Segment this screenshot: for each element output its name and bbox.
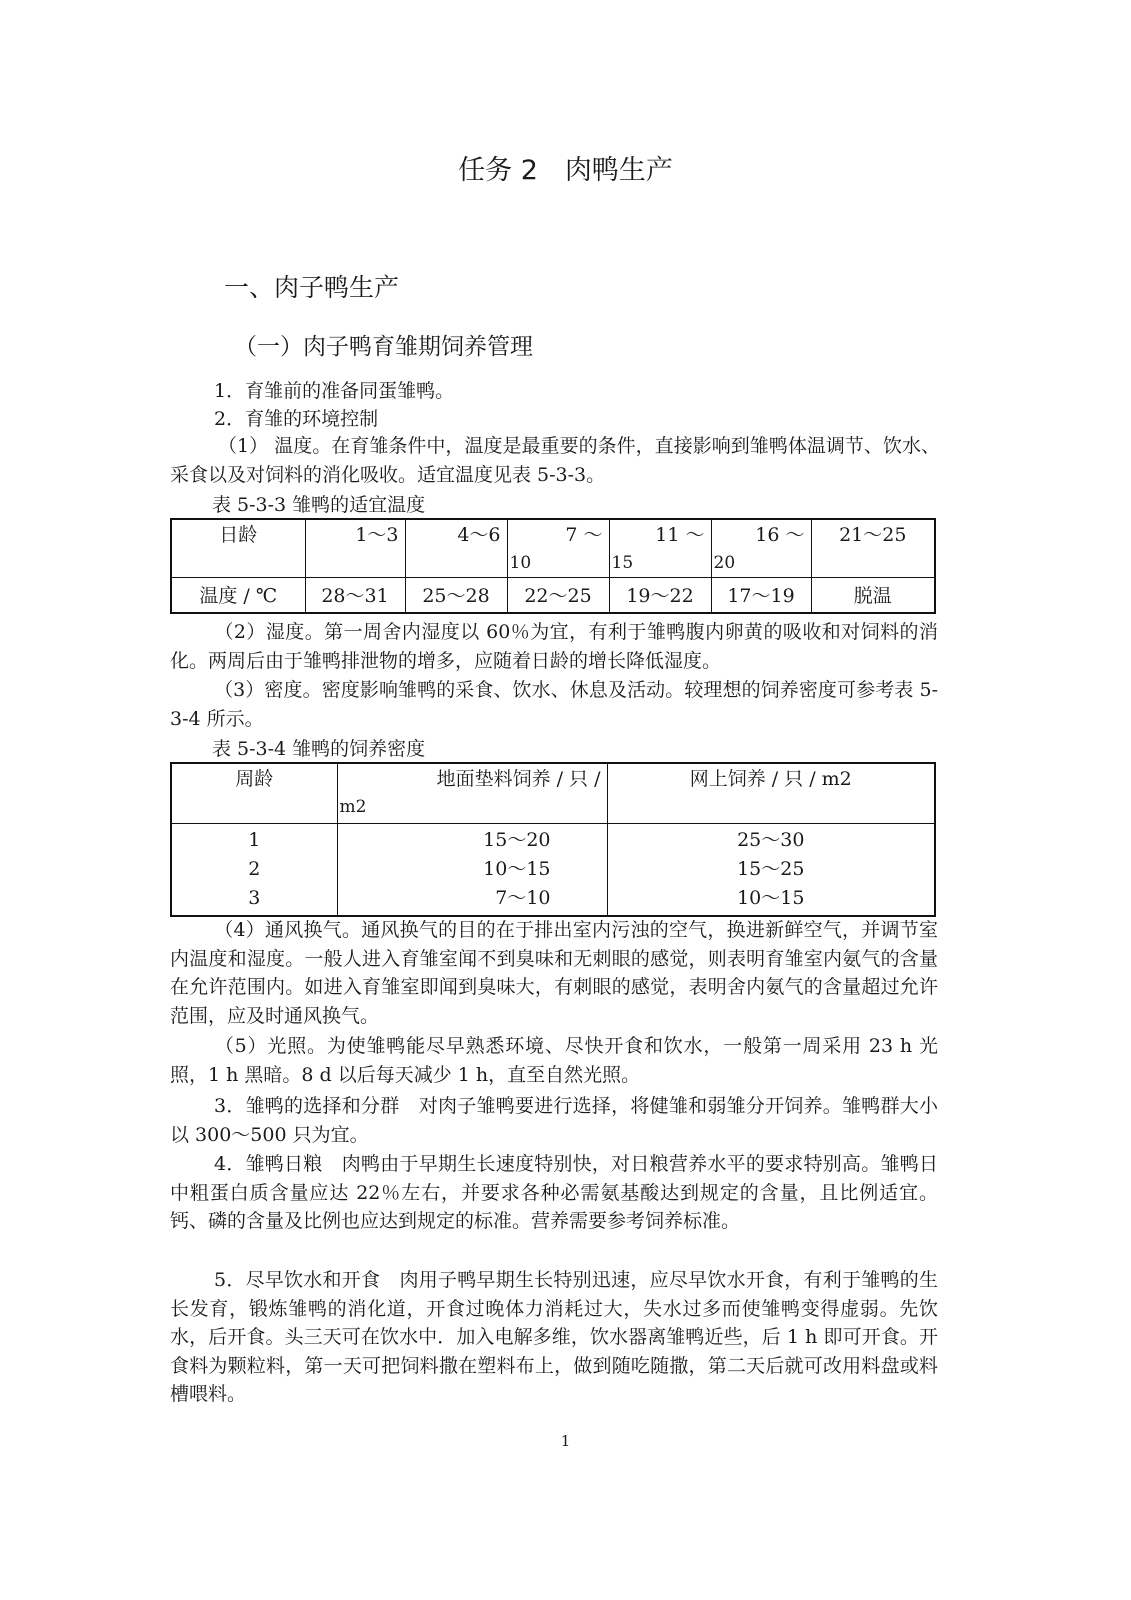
paragraph-light-text: （5）光照。为使雏鸭能尽早熟悉环境、尽快开食和饮水，一般第一周采用 23 h 光照，1 h 黑暗。8 d 以后每天减少 1 h，直至自然光照。	[170, 1035, 938, 1086]
table2-net: 15～25	[737, 857, 805, 880]
table2-week: 1	[248, 828, 261, 851]
table2-weeks-cell	[171, 823, 337, 916]
table1-value-1: 28～31	[305, 577, 405, 613]
density-table	[170, 762, 936, 917]
table1-row-label: 温度 / ℃	[171, 577, 305, 613]
table2-ground: 7～10	[495, 886, 551, 909]
paragraph-density-text: （3）密度。密度影响雏鸭的采食、饮水、休息及活动。较理想的饲养密度可参考表 5-3-4 所示。	[170, 679, 938, 730]
paragraph-humidity	[170, 618, 938, 675]
paragraph-diet-text: 4．雏鸭日粮 肉鸭由于早期生长速度特别快，对日粮营养水平的要求特别高。雏鸭日中粗蛋白质含量应达 22％左右，并要求各种必需氨基酸达到规定的含量，且比例适宜。钙、磷的含量及比例也应达到规定的标准。营养需要参考饲养标准。	[170, 1153, 938, 1232]
item-2: 2．育雏的环境控制	[214, 408, 379, 430]
table2-net: 10～15	[737, 886, 805, 909]
paragraph-temperature	[170, 432, 940, 489]
paragraph-humidity-text: （2）湿度。第一周舍内湿度以 60％为宜，有利于雏鸭腹内卵黄的吸收和对饲料的消化。两周后由于雏鸭排泄物的增多，应随着日龄的增长降低湿度。	[170, 621, 938, 672]
paragraph-selection	[170, 1092, 938, 1149]
table1-col-6: 21～25	[811, 519, 935, 577]
table2-week: 3	[248, 886, 261, 909]
table1-col-5: 16 ～ 20	[711, 519, 811, 577]
paragraph-selection-text: 3．雏鸭的选择和分群 对肉子雏鸭要进行选择，将健雏和弱雏分开饲养。雏鸭群大小以 300～500 只为宜。	[170, 1095, 938, 1146]
paragraph-diet	[170, 1150, 938, 1236]
paragraph-temperature-text: （1） 温度。在育雏条件中，温度是最重要的条件，直接影响到雏鸭体温调节、饮水、采食以及对饲料的消化吸收。适宜温度见表 5-3-3。	[170, 435, 940, 486]
table1-col-1: 1～3	[305, 519, 405, 577]
table2-week: 2	[248, 857, 261, 880]
table1-value-6: 脱温	[811, 577, 935, 613]
table2-header-ground: 地面垫料饲养 / 只 / m2	[337, 763, 607, 823]
table2-header-week: 周龄	[171, 763, 337, 823]
table2-ground-cell	[337, 823, 607, 916]
section-heading: 一、肉子鸭生产	[224, 273, 400, 302]
table2-net-cell	[607, 823, 935, 916]
paragraph-ventilation	[170, 916, 938, 1030]
table2-net: 25～30	[737, 828, 805, 851]
table2-ground: 10～15	[483, 857, 551, 880]
subsection-heading: （一）肉子鸭育雏期饲养管理	[234, 334, 533, 360]
paragraph-ventilation-text: （4）通风换气。通风换气的目的在于排出室内污浊的空气，换进新鲜空气，并调节室内温度和湿度。一般人进入育雏室闻不到臭味和无刺眼的感觉，则表明育雏室内氨气的含量在允许范围内。如进入育雏室即闻到臭味大，有刺眼的感觉，表明舍内氨气的含量超过允许范围，应及时通风换气。	[170, 919, 938, 1027]
paragraph-feeding	[170, 1266, 938, 1409]
table2-header-net: 网上饲养 / 只 / m2	[607, 763, 935, 823]
table1-value-2: 25～28	[405, 577, 507, 613]
table1-header-label: 日龄	[171, 519, 305, 577]
table1-col-4: 11 ～ 15	[609, 519, 711, 577]
table1-value-4: 19～22	[609, 577, 711, 613]
table2-ground: 15～20	[483, 828, 551, 851]
paragraph-density	[170, 676, 938, 733]
table1-value-3: 22～25	[507, 577, 609, 613]
table2-caption: 表 5-3-4 雏鸭的饲养密度	[212, 738, 426, 760]
table1-caption: 表 5-3-3 雏鸭的适宜温度	[212, 494, 426, 516]
table1-col-2: 4～6	[405, 519, 507, 577]
paragraph-feeding-text: 5．尽早饮水和开食 肉用子鸭早期生长特别迅速，应尽早饮水开食，有利于雏鸭的生长发育，锻炼雏鸭的消化道，开食过晚体力消耗过大，失水过多而使雏鸭变得虚弱。先饮水，后开食。头三天可在饮水中．加入电解多维，饮水器离雏鸭近些，后 1 h 即可开食。开食料为颗粒料，第一天可把饲料撒在塑料布上，做到随吃随撒，第二天后就可改用料盘或料槽喂料。	[170, 1269, 938, 1405]
table1-col-3: 7 ～ 10	[507, 519, 609, 577]
item-1: 1．育雏前的准备同蛋雏鸭。	[214, 380, 455, 402]
page-title: 任务 2 肉鸭生产	[458, 155, 673, 186]
temperature-table	[170, 518, 936, 614]
page-number: 1	[560, 1432, 571, 1450]
table1-value-5: 17～19	[711, 577, 811, 613]
paragraph-light	[170, 1032, 938, 1089]
